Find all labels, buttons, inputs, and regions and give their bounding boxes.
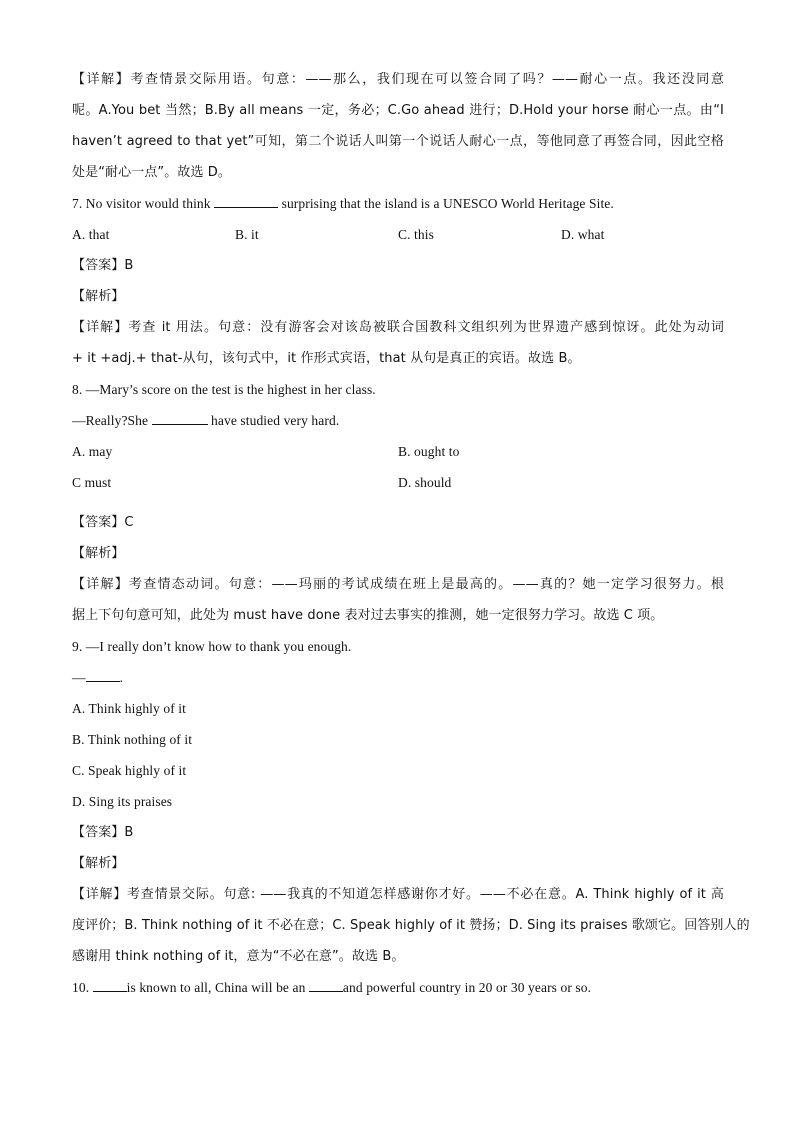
q10-blank-1	[93, 979, 127, 992]
question-7	[72, 188, 724, 374]
q6-detail-line: 呢。A.You bet 当然；B.By all means 一定，务必；C.Go ahead 进行；D.Hold your horse 耐心一点。由“I	[72, 103, 724, 118]
q7-stem-before: 7. No visitor would think	[72, 196, 215, 211]
q10-part3: and powerful country in 20 or 30 years or so.	[342, 980, 592, 995]
q8-options-row2	[72, 467, 724, 507]
q10-blank-2	[309, 979, 343, 992]
q7-stem-after: surprising that the island is a UNESCO World Heritage Site.	[278, 196, 614, 211]
q6-detail	[72, 64, 724, 188]
question-9	[72, 631, 750, 972]
q8-option-b: B. ought to	[398, 444, 460, 459]
q9-option-b: B. Think nothing of it	[72, 732, 193, 747]
q6-detail-line: haven’t agreed to that yet”可知，第二个说话人叫第一个说话人耐心一点，等他同意了再签合同，因此空格	[72, 134, 724, 149]
q7-option-c: C. this	[398, 227, 434, 242]
q10-part1: 10.	[72, 980, 93, 995]
q9-line2-after: .	[119, 670, 124, 685]
q8-blank	[152, 412, 208, 425]
q9-line2-before: —	[72, 670, 86, 685]
q8-line2-before: —Really?She	[72, 413, 152, 428]
q8-analysis-label: 【解析】	[72, 546, 125, 561]
q9-blank	[86, 669, 120, 682]
q7-option-b: B. it	[235, 227, 259, 242]
q7-blank	[214, 195, 278, 208]
q10-part2: is known to all, China will be an	[126, 980, 309, 995]
q7-analysis-label: 【解析】	[72, 289, 125, 304]
q8-options-row1	[72, 436, 724, 467]
q9-line1: 9. —I really don’t know how to thank you enough.	[72, 639, 352, 654]
q6-detail-line: 处是“耐心一点”。故选 D。	[72, 165, 232, 180]
q7-option-d: D. what	[561, 227, 605, 242]
q7-detail-line: 【详解】考查 it 用法。句意：没有游客会对该岛被联合国教科文组织列为世界遗产感到惊讶。此处为动词	[72, 320, 724, 335]
q7-option-a: A. that	[72, 227, 110, 242]
q9-option-d: D. Sing its praises	[72, 794, 173, 809]
q7-detail-line: + it +adj.+ that-从句，该句式中，it 作形式宾语，that 从句是真正的宾语。故选 B。	[72, 351, 581, 366]
q9-detail-line: 【详解】考查情景交际。句意: ——我真的不知道怎样感谢你才好。——不必在意。A. Think highly of it 高	[72, 887, 724, 902]
question-10	[72, 972, 724, 1003]
q9-detail-line: 感谢用 think nothing of it，意为“不必在意”。故选 B。	[72, 949, 405, 964]
q8-line2-after: have studied very hard.	[207, 413, 340, 428]
q8-detail-line: 据上下句句意可知，此处为 must have done 表对过去事实的推测，她一定很努力学习。故选 C 项。	[72, 608, 664, 623]
q7-answer: 【答案】B	[72, 258, 134, 273]
document-page	[72, 64, 750, 1003]
q6-detail-line: 【详解】考查情景交际用语。句意：——那么，我们现在可以签合同了吗？——耐心一点。我还没同意	[72, 72, 724, 87]
q9-analysis-label: 【解析】	[72, 856, 125, 871]
q9-option-c: C. Speak highly of it	[72, 763, 187, 778]
q8-line2	[72, 405, 724, 436]
q7-options	[72, 219, 724, 250]
q8-answer: 【答案】C	[72, 515, 134, 530]
q8-line1: 8. —Mary’s score on the test is the highest in her class.	[72, 382, 376, 397]
q9-line2	[72, 662, 724, 693]
q8-option-c: C must	[72, 475, 112, 490]
q8-option-d: D. should	[398, 475, 452, 490]
q7-stem	[72, 188, 724, 219]
q9-detail-line: 度评价；B. Think nothing of it 不必在意；C. Speak highly of it 赞扬；D. Sing its praises 歌颂它。回答别人的	[72, 918, 750, 933]
q8-detail-line: 【详解】考查情态动词。句意：——玛丽的考试成绩在班上是最高的。——真的？她一定学习很努力。根	[72, 577, 724, 592]
question-8	[72, 374, 724, 631]
q9-answer: 【答案】B	[72, 825, 134, 840]
q8-option-a: A. may	[72, 444, 113, 459]
q9-option-a: A. Think highly of it	[72, 701, 186, 716]
